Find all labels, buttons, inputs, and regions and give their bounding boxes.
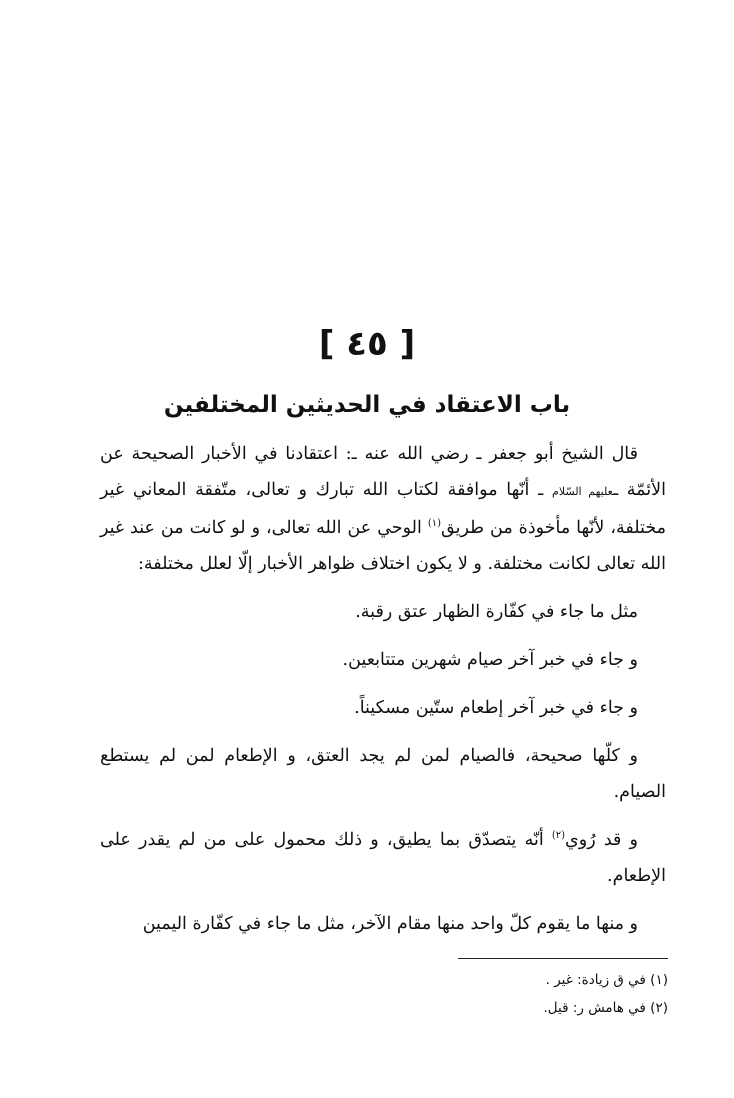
footnote-2: (٢) في هامش ر: قيل. bbox=[543, 1000, 668, 1016]
paragraph-explanation: و كلّها صحيحة، فالصيام لمن لم يجد العتق، و الإطعام لمن لم يستطع الصيام. bbox=[100, 746, 666, 802]
footnote-1: (١) في ق زيادة: غير . bbox=[545, 972, 668, 988]
paragraph-text: الوحي عن الله تعالى، و لو كانت من عند غير الله تعالى لكانت مختلفة. و لا يكون اختلاف ظواهر الأخبار إلّا لعلل مختلفة: bbox=[100, 518, 666, 574]
paragraph-example-3: و جاء في خبر آخر إطعام ستّين مسكيناً. bbox=[354, 698, 638, 718]
paragraph-text: و قد رُوي bbox=[565, 830, 638, 850]
chapter-title: باب الاعتقاد في الحديثين المختلفين bbox=[163, 392, 571, 418]
paragraph-text: قال الشيخ أبو جعفر ـ رضي الله عنه ـ: اعتقادنا في الأخبار الصحيحة عن الأئمّة ـ bbox=[100, 444, 667, 500]
paragraph-opening bbox=[100, 436, 666, 582]
honorific-text: عليهم السّلام bbox=[552, 485, 613, 498]
paragraph-text: أنّه يتصدّق بما يطيق، و ذلك محمول على من لم يقدر على الإطعام. bbox=[100, 830, 666, 886]
footnotes bbox=[108, 966, 668, 1022]
footnote-divider bbox=[458, 958, 668, 959]
chapter-number: [ ٤٥ ] bbox=[318, 324, 416, 364]
paragraph-example-1: مثل ما جاء في كفّارة الظهار عتق رقبة. bbox=[355, 602, 638, 622]
footnote-marker: (١) bbox=[427, 518, 441, 530]
paragraph-narration bbox=[100, 822, 666, 894]
paragraph-text: ـ أنّها موافقة لكتاب الله تبارك و تعالى، متّفقة المعاني غير مختلفة، لأنّها مأخوذة من طريق bbox=[100, 480, 666, 538]
paragraph-continuation: و منها ما يقوم كلّ واحد منها مقام الآخر، مثل ما جاء في كفّارة اليمين bbox=[142, 914, 638, 934]
footnote-marker: (٢) bbox=[551, 830, 566, 842]
body-text bbox=[100, 436, 666, 942]
paragraph-example-2: و جاء في خبر آخر صيام شهرين متتابعين. bbox=[342, 650, 638, 670]
